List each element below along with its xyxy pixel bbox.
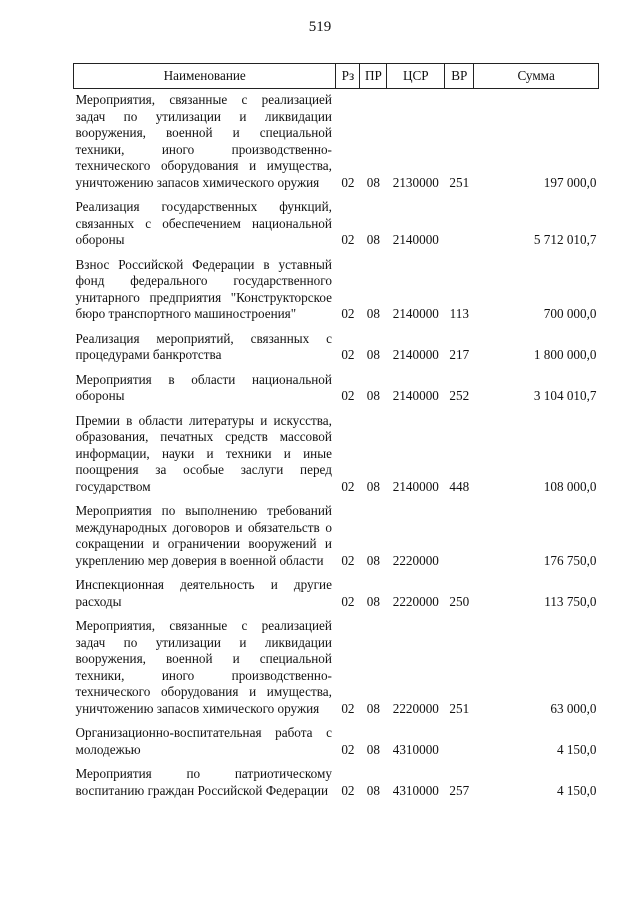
header-vr: ВР [445,64,474,89]
row-pr: 08 [366,174,380,190]
row-vr: 217 [449,347,470,362]
header-pr: ПР [360,64,387,89]
row-name: Мероприятия в области национальной обороны [75,371,332,403]
row-name: Мероприятия по патриотическому воспитанию граждан Российской Федерации [75,766,332,798]
row-csr: 4310000 [392,782,439,798]
budget-table [73,63,599,804]
row-pr: 08 [366,478,380,494]
row-sum: 197 000,0 [543,174,597,190]
table-row [74,328,599,369]
row-csr: 2140000 [392,388,439,403]
row-sum: 4 150,0 [556,741,597,757]
row-sum: 113 750,0 [544,593,597,609]
table-row [74,369,599,410]
header-name: Наименование [74,64,336,89]
row-pr: 08 [366,388,380,403]
row-rz: 02 [341,700,355,716]
row-name: Реализация государственных функций, связанных с обеспечением национальной обороны [75,199,332,247]
row-vr [445,500,474,574]
row-name: Мероприятия, связанные с реализацией задач по утилизации и ликвидации вооружения, военной и специальной техники, иного производственно-технического оборудования и имущества, уничтожению запасов химического оружия [75,618,332,716]
row-pr: 08 [366,552,380,568]
row-csr: 2220000 [392,552,439,568]
row-name: Мероприятия, связанные с реализацией задач по утилизации и ликвидации вооружения, военной и специальной техники, иного производственно-технического оборудования и имущества, уничтожению запасов химического оружия [75,92,332,190]
row-csr: 2140000 [392,347,439,362]
row-name: Мероприятия по выполнению требований международных договоров и обязательств о сокращении и ограничении вооружений и укреплению мер доверия в военной области [75,503,332,568]
row-sum: 108 000,0 [543,478,597,494]
row-vr: 448 [449,478,470,494]
row-pr: 08 [366,306,380,321]
table-row [74,196,599,254]
row-vr: 251 [449,700,470,716]
header-csr: ЦСР [387,64,445,89]
table-row [74,615,599,722]
row-sum: 1 800 000,0 [533,347,597,362]
row-csr: 2220000 [392,700,439,716]
row-name: Премии в области литературы и искусства, образования, печатных средств массовой информации, науки и техники и иные поощрения за особые заслуги перед государством [75,412,332,494]
row-rz: 02 [341,741,355,757]
row-rz: 02 [341,347,355,362]
header-sum: Сумма [474,64,599,89]
row-csr: 4310000 [392,741,439,757]
table-row [74,763,599,804]
header-rz: Рз [336,64,360,89]
row-pr: 08 [366,347,380,362]
page-number: 519 [308,19,332,35]
table-row [74,410,599,501]
row-name: Реализация мероприятий, связанных с процедурами банкротства [75,330,332,362]
row-csr: 2220000 [392,593,439,609]
row-sum: 176 750,0 [543,552,597,568]
table-row [74,254,599,328]
table-row [74,500,599,574]
row-pr: 08 [366,782,380,798]
row-rz: 02 [341,552,355,568]
row-pr: 08 [366,232,380,247]
row-sum: 63 000,0 [550,700,597,716]
table-row [74,574,599,615]
row-name: Инспекционная деятельность и другие расходы [75,577,332,609]
table-row [74,89,599,197]
row-csr: 2130000 [392,174,439,190]
row-vr: 250 [449,593,470,609]
row-pr: 08 [366,700,380,716]
row-sum: 5 712 010,7 [533,232,597,247]
row-rz: 02 [341,232,355,247]
row-vr: 251 [449,174,470,190]
row-rz: 02 [341,782,355,798]
row-vr [445,722,474,763]
row-name: Взнос Российской Федерации в уставный фонд федерального государственного унитарного предприятия "Конструкторское бюро транспортного машиностроения" [75,256,332,321]
row-sum: 4 150,0 [556,782,597,798]
row-vr: 257 [449,782,470,798]
row-rz: 02 [341,388,355,403]
row-name: Организационно-воспитательная работа с молодежью [75,725,332,757]
row-vr [445,196,474,254]
row-rz: 02 [341,478,355,494]
row-pr: 08 [366,741,380,757]
row-sum: 3 104 010,7 [533,388,597,403]
row-pr: 08 [366,593,380,609]
row-vr: 113 [449,306,469,321]
row-csr: 2140000 [392,478,439,494]
row-vr: 252 [449,388,470,403]
table-header-row [74,64,599,89]
row-sum: 700 000,0 [543,306,597,321]
row-csr: 2140000 [392,232,439,247]
row-rz: 02 [341,174,355,190]
row-rz: 02 [341,306,355,321]
row-csr: 2140000 [392,306,439,321]
table-row [74,722,599,763]
row-rz: 02 [341,593,355,609]
